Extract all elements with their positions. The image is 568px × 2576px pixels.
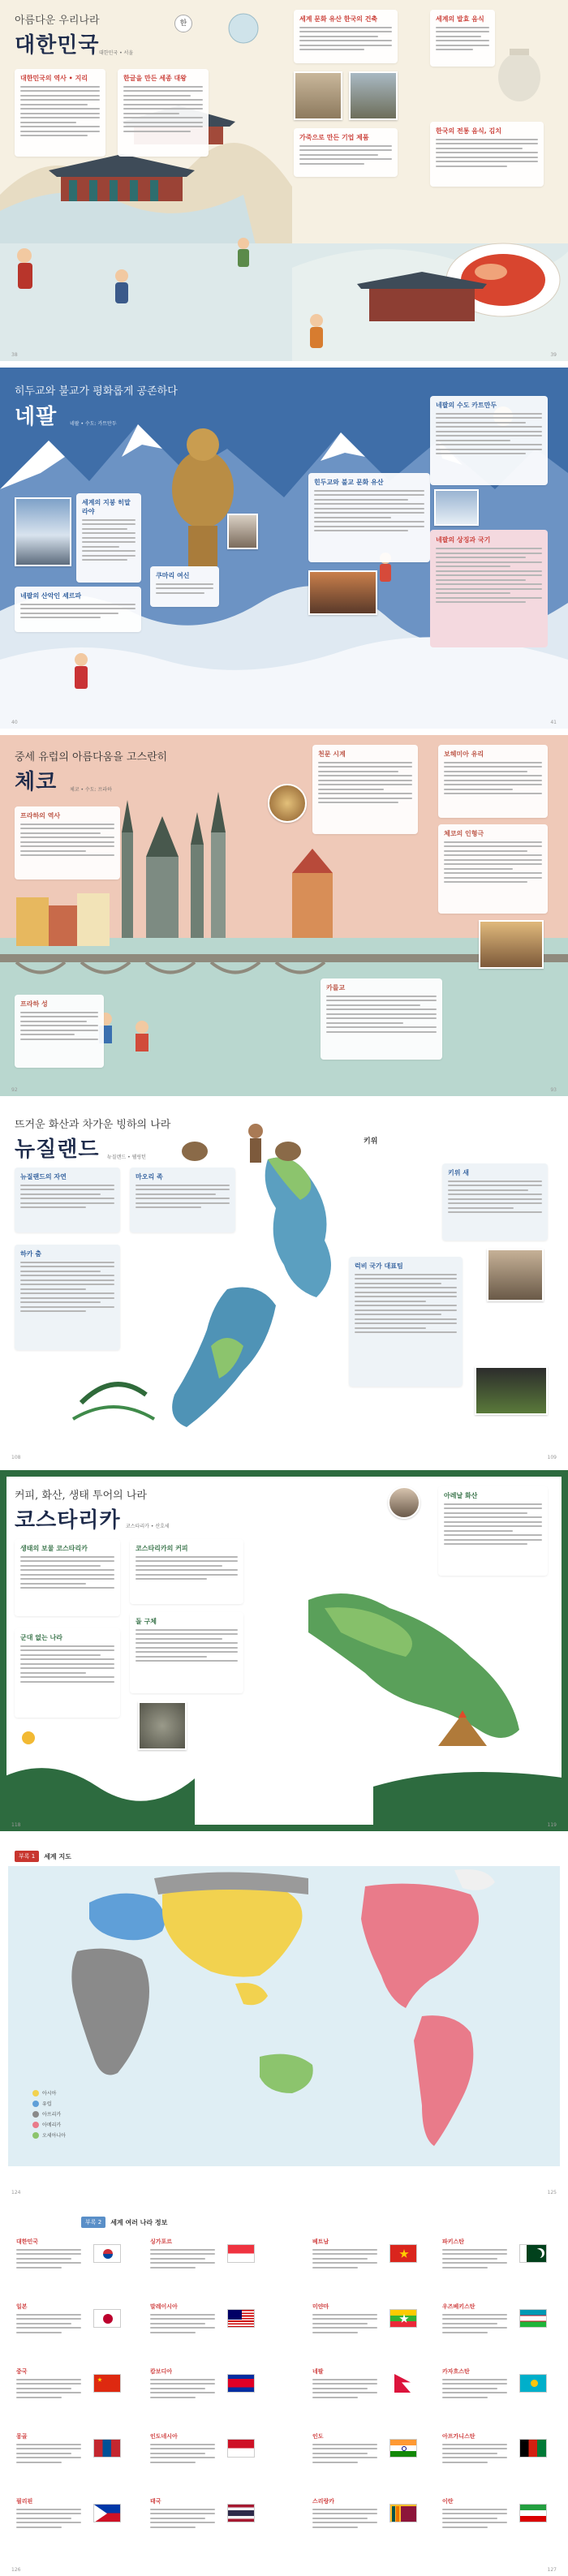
world-map [0, 1838, 568, 2199]
flag-mongolia-icon [93, 2439, 121, 2458]
legend-item [32, 2089, 66, 2096]
nepal-capital: 네팔 • 수도: 카트만두 [70, 421, 117, 427]
flags-page-left: 126 [11, 2567, 21, 2573]
korea-box-fermented [430, 10, 495, 67]
nepal-box-sherpa [15, 587, 141, 632]
flag-card-malaysia [150, 2303, 256, 2336]
flag-name: 이란 [442, 2498, 454, 2505]
korea-box-leather [294, 128, 398, 177]
worldmap-title: 세계 지도 [44, 1852, 71, 1860]
flag-card-uzbekistan [442, 2303, 548, 2336]
korea-box-sejong-title: 한글을 만든 세종 대왕 [123, 75, 187, 82]
czech-title: 체코 [15, 770, 58, 794]
nepal-photo-everest [15, 497, 71, 566]
flag-name: 필리핀 [16, 2498, 33, 2505]
legend-label: 유럽 [42, 2101, 52, 2107]
newzealand-spread [0, 1103, 568, 1464]
nepal-box-kathmandu [430, 396, 548, 485]
czech-capital: 체코 • 수도: 프라하 [70, 787, 112, 793]
flag-china-icon [93, 2374, 121, 2393]
nz-title: 뉴질랜드 [15, 1137, 100, 1162]
legend-label: 오세아니아 [42, 2133, 66, 2139]
nepal-box-himalaya-title: 세계의 지붕 히말라야 [82, 499, 131, 515]
korea-box-kimchi [430, 122, 544, 187]
worldmap-spread [0, 1838, 568, 2199]
korea-box-history [15, 69, 105, 157]
nz-capital: 뉴질랜드 • 웰링턴 [107, 1155, 146, 1160]
flag-name: 캄보디아 [150, 2368, 173, 2375]
flag-card-singapore [150, 2238, 256, 2271]
korea-badge: 한 [174, 15, 192, 32]
flag-vietnam-icon [389, 2244, 417, 2263]
flag-name: 파키스탄 [442, 2238, 465, 2245]
czech-box-castle [15, 995, 104, 1068]
cr-title: 코스타리카 [15, 1508, 121, 1533]
cr-capital: 코스타리카 • 산호세 [126, 1524, 170, 1529]
czech-box-history [15, 806, 120, 879]
flag-name: 대한민국 [16, 2238, 39, 2245]
flags-page-right: 127 [547, 2567, 557, 2573]
flag-card-srilanka [312, 2497, 418, 2531]
flags-header [81, 2217, 167, 2228]
czech-box-history-title: 프라하의 역사 [20, 812, 61, 819]
cr-box-coffee [130, 1539, 243, 1604]
cr-box-volcano [438, 1486, 548, 1576]
flag-card-pakistan [442, 2238, 548, 2271]
flag-card-korea [16, 2238, 122, 2271]
korea-box-kimchi-title: 한국의 전통 음식, 김치 [436, 127, 501, 135]
nepal-photo-sherpa [227, 514, 258, 549]
nepal-box-sherpa-title: 네팔의 산악인 셰르파 [20, 592, 82, 600]
flag-card-nepal [312, 2367, 418, 2401]
flag-card-mongolia [16, 2432, 122, 2466]
nz-box-haka [15, 1245, 120, 1350]
legend-label: 아시아 [42, 2091, 57, 2096]
nepal-photo-mountain [434, 489, 479, 526]
flag-cambodia-icon [227, 2374, 255, 2393]
czech-subtitle: 중세 유럽의 아름다움을 고스란히 [15, 751, 168, 763]
legend-item [32, 2131, 66, 2139]
nz-box-kiwi-title: 키위 새 [448, 1169, 469, 1176]
nepal-box-heritage [308, 473, 430, 562]
nepal-page-right: 41 [550, 720, 557, 725]
korea-box-sejong [118, 69, 209, 157]
korea-photo-fortress [294, 71, 342, 120]
flags-title: 세계 여러 나라 정보 [110, 2218, 168, 2226]
flag-name: 싱가포르 [150, 2238, 173, 2245]
czech-box-puppet-title: 체코의 인형극 [444, 830, 484, 837]
czech-page-left: 92 [11, 1087, 18, 1093]
czech-box-clock [312, 745, 418, 834]
cr-page-right: 119 [547, 1822, 557, 1828]
flag-name: 일본 [16, 2303, 28, 2310]
flag-card-myanmar [312, 2303, 418, 2336]
nepal-page-left: 40 [11, 720, 18, 725]
flag-card-indonesia [150, 2432, 256, 2466]
flag-name: 베트남 [312, 2238, 329, 2245]
legend-item [32, 2121, 66, 2128]
czech-box-glass [438, 745, 548, 818]
flag-japan-icon [93, 2309, 121, 2328]
cr-box-eco-title: 생태의 보물 코스타리카 [20, 1545, 88, 1552]
czech-box-glass-title: 보헤미아 유리 [444, 750, 484, 758]
legend-item [32, 2100, 66, 2107]
flag-card-thailand [150, 2497, 256, 2531]
flag-philippines-icon [93, 2504, 121, 2522]
korea-photo-temple [349, 71, 398, 120]
nz-box-nature [15, 1168, 120, 1232]
korea-title-block [15, 11, 100, 58]
worldmap-page-right: 125 [547, 2190, 557, 2195]
flag-card-afghanistan [442, 2432, 548, 2466]
flag-name: 카자흐스탄 [442, 2368, 470, 2375]
cr-box-stone [130, 1612, 243, 1693]
flag-thailand-icon [227, 2504, 255, 2522]
flag-pakistan-icon [519, 2244, 547, 2263]
czech-photo-clock [268, 784, 307, 823]
flag-name: 중국 [16, 2368, 28, 2375]
cr-photo-stone [138, 1701, 187, 1750]
flag-card-china [16, 2367, 122, 2401]
flag-nepal-icon [389, 2374, 417, 2393]
nz-photo-portrait [487, 1249, 544, 1301]
flag-malaysia-icon [227, 2309, 255, 2328]
nz-box-maori [130, 1168, 235, 1232]
korea-box-history-title: 대한민국의 역사 • 지리 [20, 75, 88, 82]
nepal-title: 네팔 [15, 405, 58, 429]
flag-card-vietnam [312, 2238, 418, 2271]
czech-page-right: 93 [550, 1087, 557, 1093]
nz-title-block [15, 1116, 170, 1163]
flag-card-iran [442, 2497, 548, 2531]
nepal-box-himalaya [76, 493, 141, 583]
flag-name: 아프가니스탄 [442, 2433, 475, 2440]
flag-korea-icon [93, 2244, 121, 2263]
korea-title: 대한민국 [15, 33, 100, 58]
nepal-subtitle: 히두교와 불교가 평화롭게 공존하다 [15, 385, 178, 398]
flag-india-icon [389, 2439, 417, 2458]
flag-singapore-icon [227, 2244, 255, 2263]
cr-photo-portrait [388, 1486, 420, 1519]
flag-name: 네팔 [312, 2368, 324, 2375]
nz-box-rugby [349, 1257, 463, 1387]
flag-card-cambodia [150, 2367, 256, 2401]
cr-page-left: 118 [11, 1822, 21, 1828]
flag-name: 인도 [312, 2433, 324, 2440]
czech-box-puppet [438, 824, 548, 914]
nz-box-kiwi [442, 1163, 548, 1241]
flag-name: 우즈베키스탄 [442, 2303, 475, 2310]
nz-box-nature-title: 뉴질랜드의 자연 [20, 1173, 67, 1180]
worldmap-page-left: 124 [11, 2190, 21, 2195]
nepal-info-panel [430, 530, 548, 647]
cr-box-coffee-title: 코스타리카의 커피 [136, 1545, 188, 1552]
legend-label: 아프리카 [42, 2112, 62, 2118]
flag-name: 미얀마 [312, 2303, 329, 2310]
nz-subtitle: 뜨거운 화산과 차가운 빙하의 나라 [15, 1119, 171, 1131]
flag-srilanka-icon [389, 2504, 417, 2522]
nz-bird-label: 키위 [364, 1137, 378, 1146]
czech-photo-church [479, 920, 544, 969]
flag-myanmar-icon [389, 2309, 417, 2328]
cr-box-stone-title: 돌 구체 [136, 1618, 157, 1625]
korea-box-fermented-title: 세계의 발효 음식 [436, 15, 484, 23]
korea-box-leather-title: 가죽으로 만든 기업 제품 [299, 134, 369, 141]
korea-page-right: 39 [550, 352, 557, 358]
flag-card-philippines [16, 2497, 122, 2531]
cr-box-eco [15, 1539, 120, 1616]
nz-box-maori-title: 마오리 족 [136, 1173, 163, 1180]
korea-box-architecture-title: 세계 문화 유산 한국의 건축 [299, 15, 378, 23]
worldmap-legend [32, 2089, 66, 2139]
flags-tag: 부록 2 [81, 2217, 105, 2228]
cr-box-army-title: 군대 없는 나라 [20, 1634, 62, 1641]
flag-name: 태국 [150, 2498, 161, 2505]
nepal-box-kathmandu-title: 네팔의 수도 카트만두 [436, 402, 497, 409]
flag-afghanistan-icon [519, 2439, 547, 2458]
cr-box-volcano-title: 아레날 화산 [444, 1492, 478, 1499]
flag-card-india [312, 2432, 418, 2466]
flag-name: 스리랑카 [312, 2498, 335, 2505]
nz-box-rugby-title: 럭비 국가 대표팀 [355, 1262, 403, 1270]
korea-subtitle: 아름다운 우리나라 [15, 15, 100, 27]
nz-page-left: 108 [11, 1455, 21, 1460]
cr-subtitle: 커피, 화산, 생태 투어의 나라 [15, 1490, 147, 1502]
nepal-photo-temple [308, 570, 377, 615]
costarica-spread [0, 1470, 568, 1831]
nz-box-haka-title: 하카 춤 [20, 1250, 41, 1258]
nz-photo-rugby [475, 1366, 548, 1415]
flag-name: 인도네시아 [150, 2433, 178, 2440]
korea-page-left: 38 [11, 352, 18, 358]
czech-box-castle-title: 프라하 성 [20, 1000, 48, 1008]
czech-spread [0, 735, 568, 1096]
legend-item [32, 2110, 66, 2118]
flag-uzbekistan-icon [519, 2309, 547, 2328]
legend-label: 아메리카 [42, 2122, 62, 2128]
flags-spread [0, 2205, 568, 2576]
czech-box-clock-title: 천문 시계 [318, 750, 346, 758]
nepal-spread [0, 368, 568, 729]
cr-box-army [15, 1628, 120, 1718]
korea-box-architecture [294, 10, 398, 63]
flag-card-kazakhstan [442, 2367, 548, 2401]
flag-name: 몽골 [16, 2433, 28, 2440]
czech-box-bridge [321, 978, 442, 1060]
korea-capital: 대한민국 • 서울 [99, 50, 134, 56]
flag-indonesia-icon [227, 2439, 255, 2458]
worldmap-tag: 부록 1 [15, 1851, 39, 1862]
nepal-box-heritage-title: 힌두교와 불교 문화 유산 [314, 479, 384, 486]
nz-page-right: 109 [547, 1455, 557, 1460]
flag-name: 말레이시아 [150, 2303, 178, 2310]
flag-kazakhstan-icon [519, 2374, 547, 2393]
nepal-box-kumari-title: 쿠마리 여신 [156, 572, 190, 579]
czech-box-bridge-title: 카를교 [326, 984, 346, 991]
korea-spread [0, 0, 568, 361]
nepal-info-title: 네팔의 상징과 국기 [436, 536, 491, 544]
nepal-box-kumari [150, 566, 219, 607]
flag-card-japan [16, 2303, 122, 2336]
flag-iran-icon [519, 2504, 547, 2522]
